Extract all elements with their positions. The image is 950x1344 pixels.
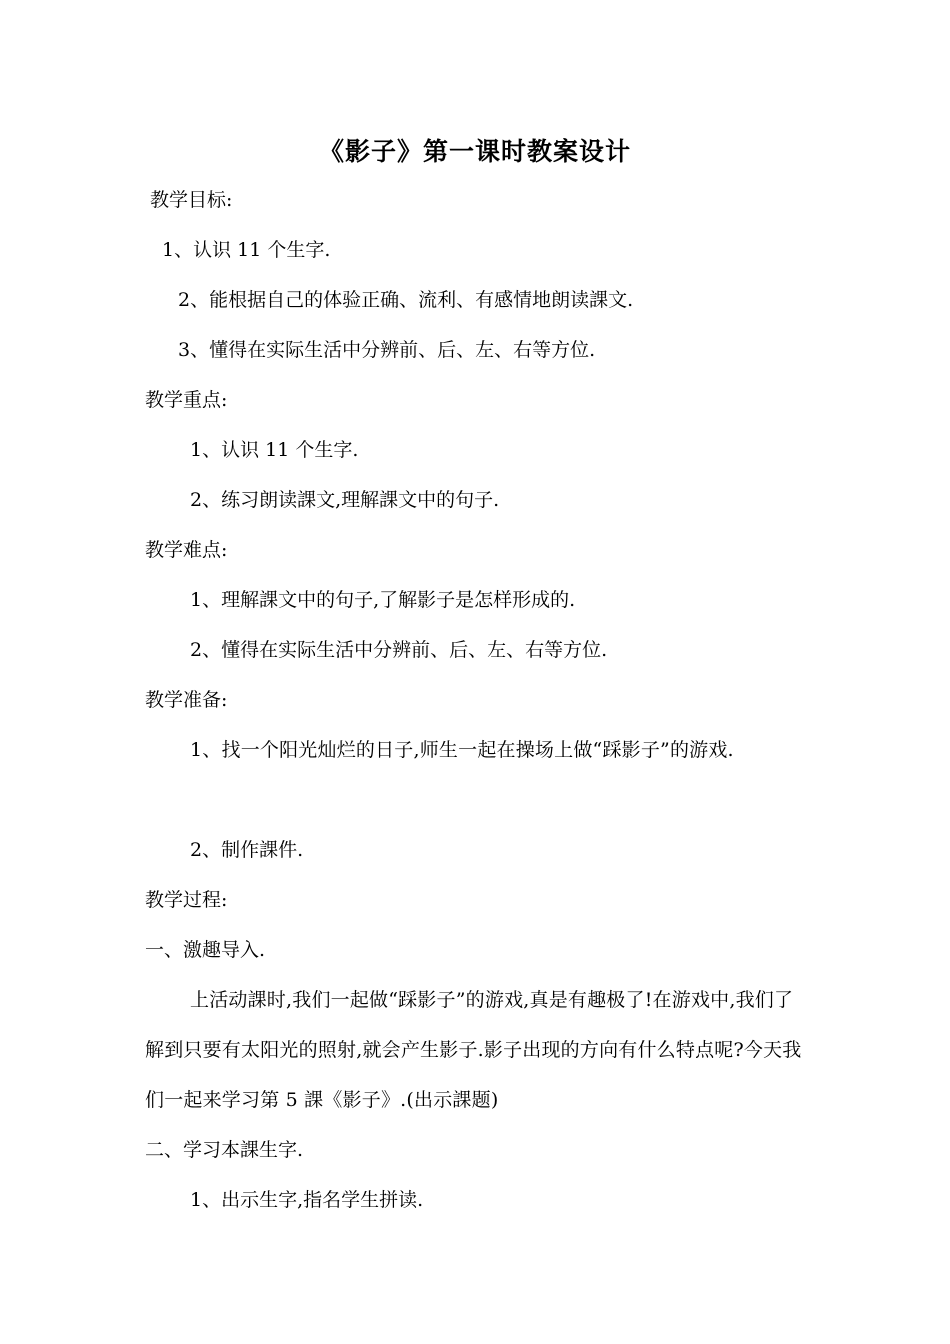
objective-item-1: 1、认识 11 个生字. (162, 239, 331, 261)
objective-item-3: 3、懂得在实际生活中分辨前、后、左、右等方位. (178, 339, 596, 361)
preparation-heading: 教学准备: (145, 689, 228, 711)
key-point-item-1: 1、认识 11 个生字. (190, 439, 359, 461)
difficulty-item-2: 2、懂得在实际生活中分辨前、后、左、右等方位. (190, 639, 608, 661)
difficulties-heading: 教学难点: (145, 539, 228, 561)
section-2-item-1: 1、出示生字,指名学生拼读. (190, 1189, 424, 1211)
section-1-paragraph: 上活动課时,我们一起做“踩影子”的游戏,真是有趣极了!在游戏中,我们了解到只要有太阳光的照射,就会产生影子.影子出现的方向有什么特点呢?今天我们一起来学习第 5 課《影子》.(出示課题) (145, 989, 802, 1111)
preparation-item-2: 2、制作課件. (190, 839, 304, 861)
section-2-heading: 二、学习本課生字. (145, 1139, 304, 1161)
section-1-heading: 一、激趣导入. (145, 939, 266, 961)
key-point-item-2: 2、练习朗读課文,理解課文中的句子. (190, 489, 500, 511)
document-title: 《影子》第一课时教案设计 (318, 137, 631, 166)
preparation-item-1: 1、找一个阳光灿烂的日子,师生一起在操场上做“踩影子”的游戏. (190, 739, 734, 761)
difficulty-item-1: 1、理解課文中的句子,了解影子是怎样形成的. (190, 589, 576, 611)
objective-item-2: 2、能根据自己的体验正确、流利、有感情地朗读課文. (178, 289, 634, 311)
objectives-heading: 教学目标: (150, 189, 233, 211)
process-heading: 教学过程: (145, 889, 228, 911)
key-points-heading: 教学重点: (145, 389, 228, 411)
